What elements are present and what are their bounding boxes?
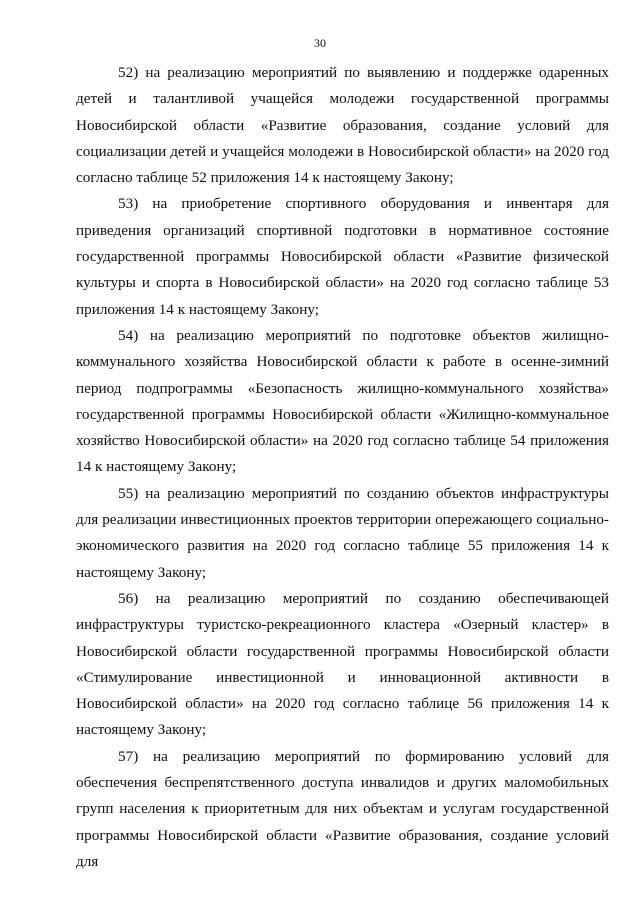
document-body	[76, 60, 609, 875]
paragraph-56: 56) на реализацию мероприятий по созданию обеспечивающей инфраструктуры туристско-рекреационного кластера «Озерный кластер» в Новосибирской области государственной программы Новосибирской области «Стимулирование инвестиционной и инновационной активности в Новосибирской области» на 2020 год согласно таблице 56 приложения 14 к настоящему Закону;	[76, 589, 609, 739]
page-number: 30	[314, 36, 326, 50]
paragraph-57: 57) на реализацию мероприятий по формированию условий для обеспечения беспрепятственного доступа инвалидов и других маломобильных групп населения к приоритетным для них объектам и услугам государственной программы Новосибирской области «Развитие образования, создание условий для	[76, 747, 609, 870]
paragraph-55: 55) на реализацию мероприятий по созданию объектов инфраструктуры для реализации инвестиционных проектов территории опережающего социально-экономического развития на 2020 год согласно таблице 55 приложения 14 к настоящему Закону;	[76, 484, 609, 581]
paragraph-54: 54) на реализацию мероприятий по подготовке объектов жилищно-коммунального хозяйства Новосибирской области к работе в осенне-зимний период подпрограммы «Безопасность жилищно-коммунального хозяйства» государственной программы Новосибирской области «Жилищно-коммунальное хозяйство Новосибирской области» на 2020 год согласно таблице 54 приложения 14 к настоящему Закону;	[76, 326, 609, 476]
paragraph-53: 53) на приобретение спортивного оборудования и инвентаря для приведения организаций спортивной подготовки в нормативное состояние государственной программы Новосибирской области «Развитие физической культуры и спорта в Новосибирской области» на 2020 год согласно таблице 53 приложения 14 к настоящему Закону;	[76, 195, 609, 318]
paragraph-52: 52) на реализацию мероприятий по выявлению и поддержке одаренных детей и талантливой учащейся молодежи государственной программы Новосибирской области «Развитие образования, создание условий для социализации детей и учащейся молодежи в Новосибирской области» на 2020 год согласно таблице 52 приложения 14 к настоящему Закону;	[76, 64, 609, 187]
